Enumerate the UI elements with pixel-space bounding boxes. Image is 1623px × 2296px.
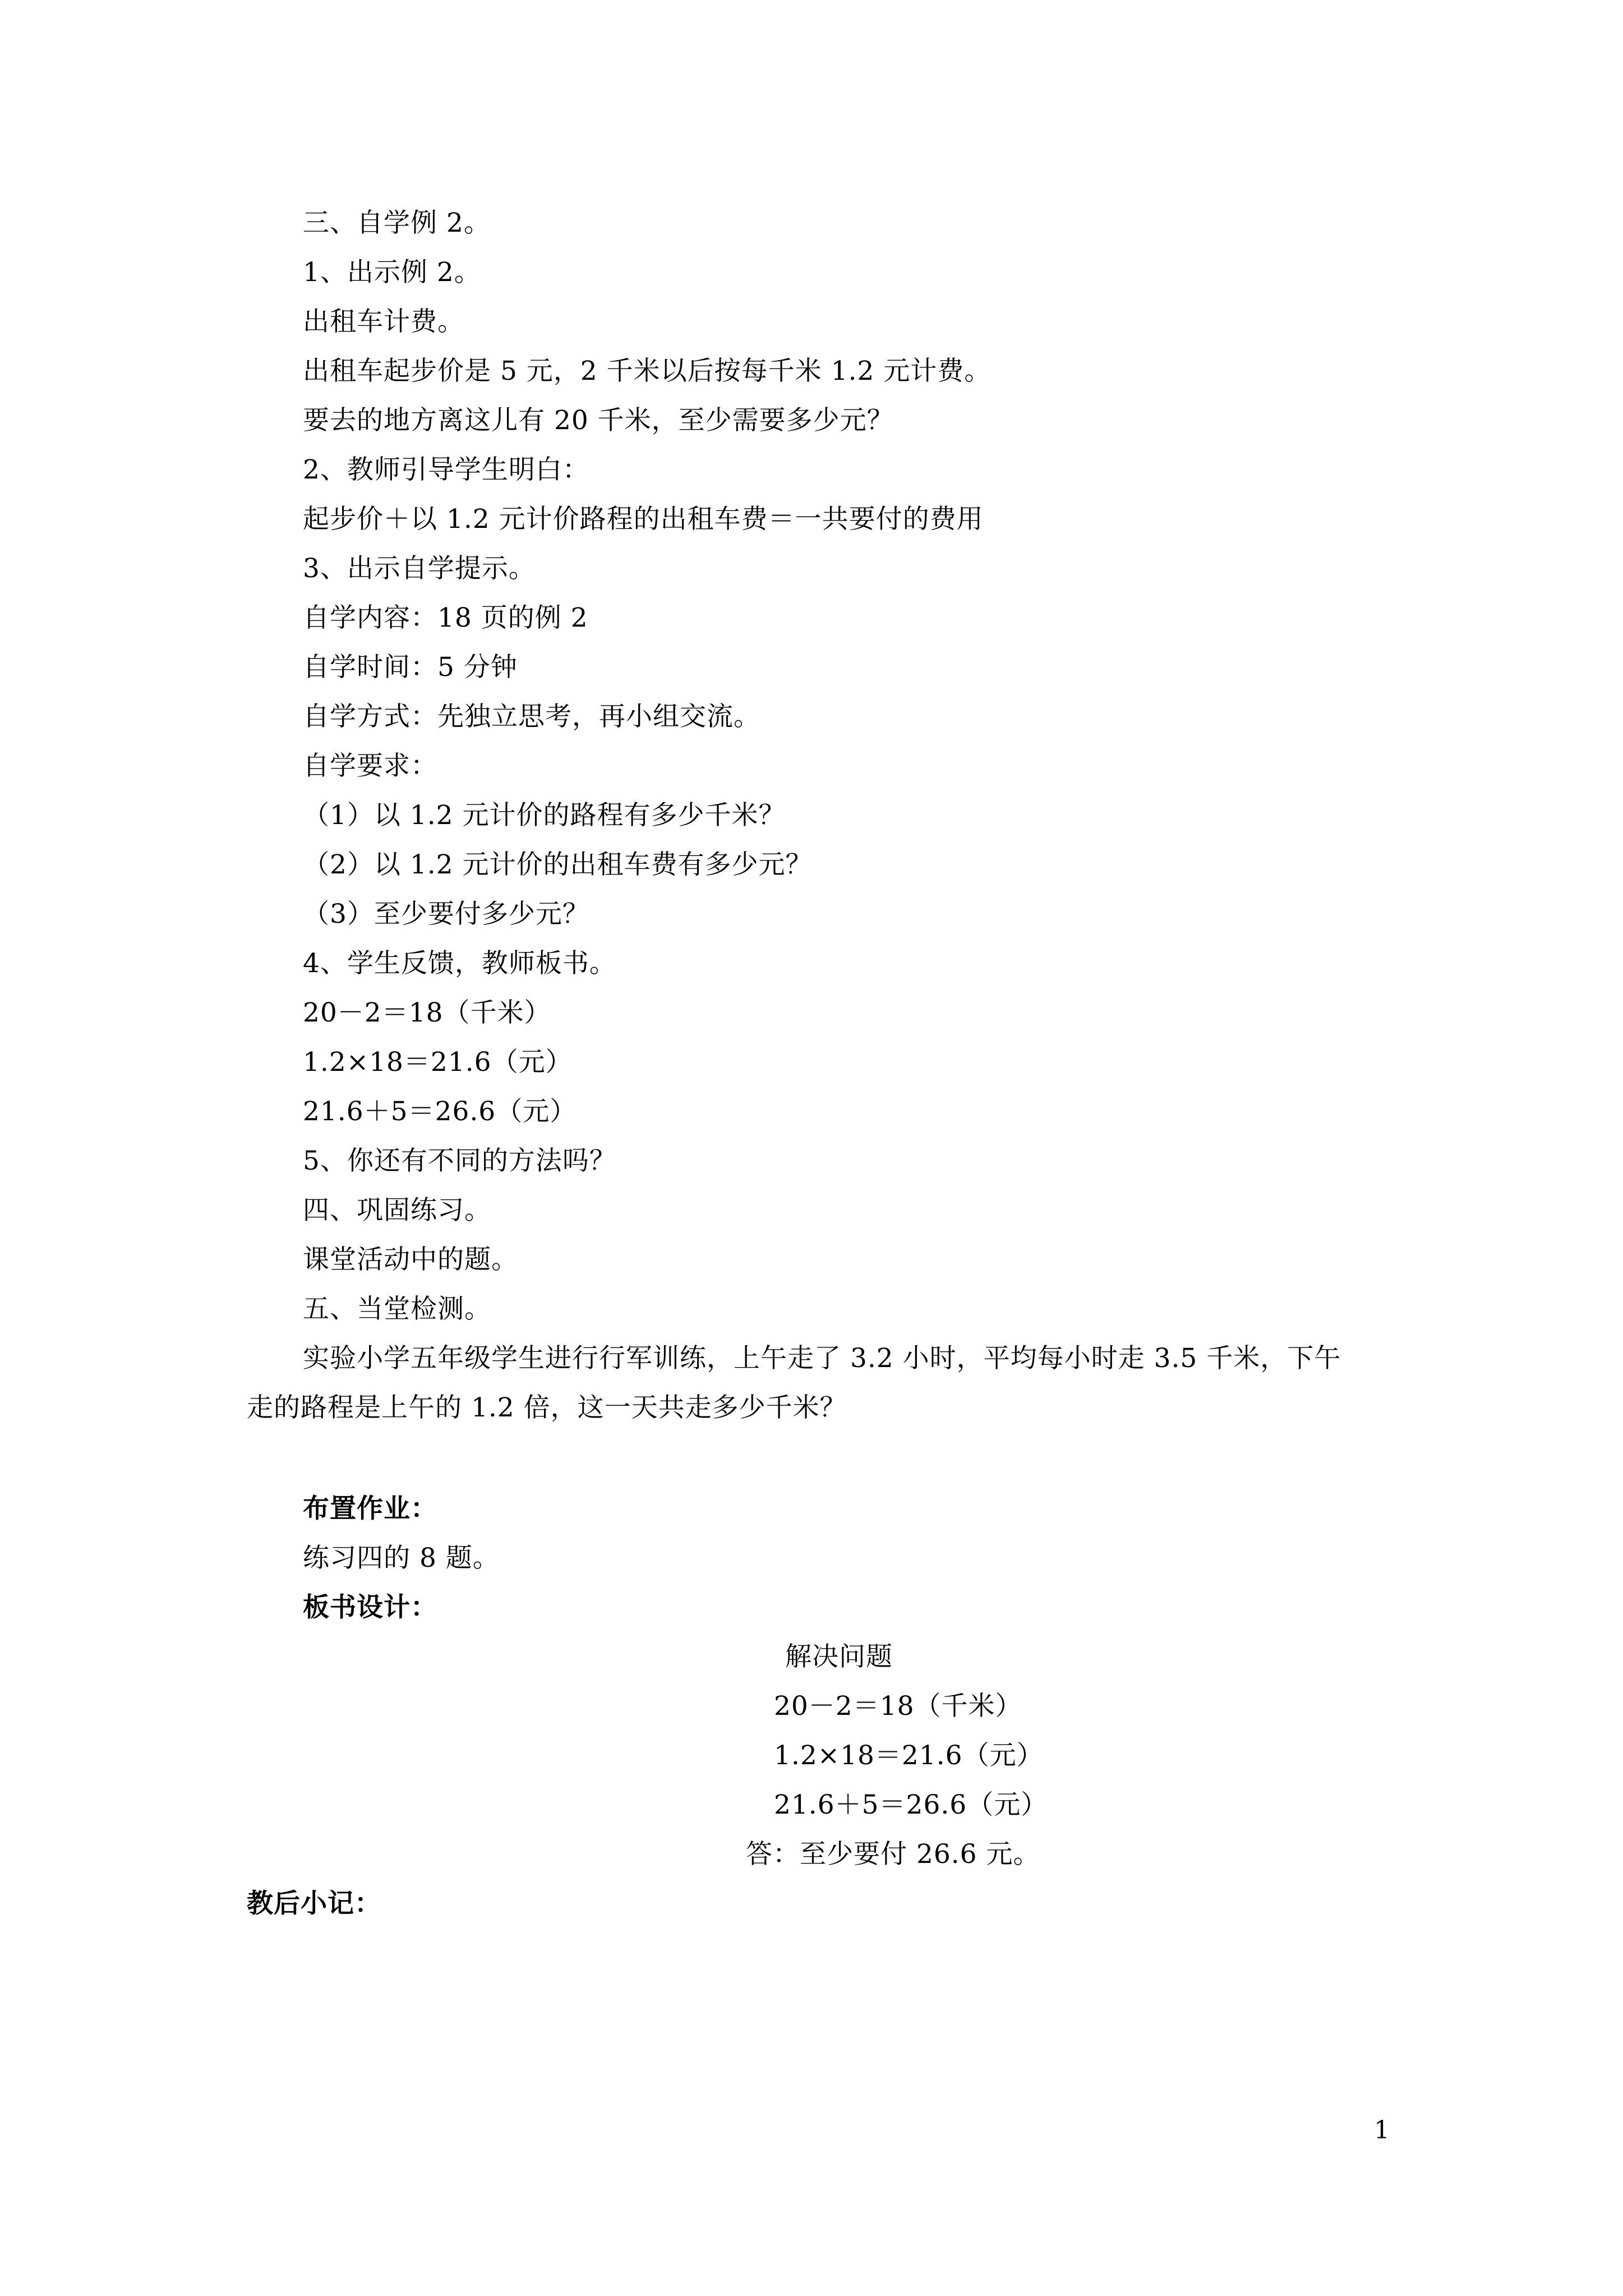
page-number: 1 [1374,2116,1390,2145]
section-five-heading: 五、当堂检测。 [303,1294,491,1324]
section-three-heading: 三、自学例 2。 [303,208,491,238]
self-study-requirement: 自学要求： [303,751,437,781]
self-study-time: 自学时间：5 分钟 [303,652,518,683]
board-design-line-2: 1.2×18＝21.6（元） [774,1740,1044,1771]
calc-line-1: 20－2＝18（千米） [303,997,551,1028]
relation-line: 起步价＋以 1.2 元计价路程的出租车费＝一共要付的费用 [303,504,984,535]
step-4: 4、学生反馈，教师板书。 [303,948,616,979]
step-5: 5、你还有不同的方法吗？ [303,1145,616,1176]
board-design-line-3: 21.6＋5＝26.6（元） [774,1789,1048,1820]
problem-line-2: 要去的地方离这儿有 20 千米，至少需要多少元？ [303,405,894,436]
problem-title: 出租车计费。 [303,306,464,337]
board-design-heading: 板书设计： [303,1592,437,1623]
section-five-text-line-2: 走的路程是上午的 1.2 倍，这一天共走多少千米？ [247,1392,847,1423]
section-four-text: 课堂活动中的题。 [303,1244,518,1275]
board-design-line-1: 20－2＝18（千米） [774,1691,1022,1722]
self-study-method: 自学方式：先独立思考，再小组交流。 [303,701,760,732]
calc-line-2: 1.2×18＝21.6（元） [303,1047,573,1078]
section-four-heading: 四、巩固练习。 [303,1195,491,1226]
step-2: 2、教师引导学生明白： [303,454,589,485]
homework-heading: 布置作业： [303,1493,437,1524]
question-1: （1）以 1.2 元计价的路程有多少千米？ [303,800,786,831]
step-1: 1、出示例 2。 [303,257,481,288]
question-3: （3）至少要付多少元？ [303,899,589,930]
problem-line-1: 出租车起步价是 5 元，2 千米以后按每千米 1.2 元计费。 [303,356,992,386]
section-five-text-line-1: 实验小学五年级学生进行行军训练，上午走了 3.2 小时，平均每小时走 3.5 千米，下午 [303,1343,1341,1374]
reflection-heading: 教后小记： [247,1888,381,1919]
self-study-content: 自学内容：18 页的例 2 [303,602,588,633]
calc-line-3: 21.6＋5＝26.6（元） [303,1096,577,1127]
board-design-answer: 答：至少要付 26.6 元。 [746,1839,1040,1870]
question-2: （2）以 1.2 元计价的出租车费有多少元？ [303,849,813,880]
step-3: 3、出示自学提示。 [303,553,536,584]
board-design-title: 解决问题 [785,1641,893,1672]
homework-text: 练习四的 8 题。 [303,1543,500,1573]
